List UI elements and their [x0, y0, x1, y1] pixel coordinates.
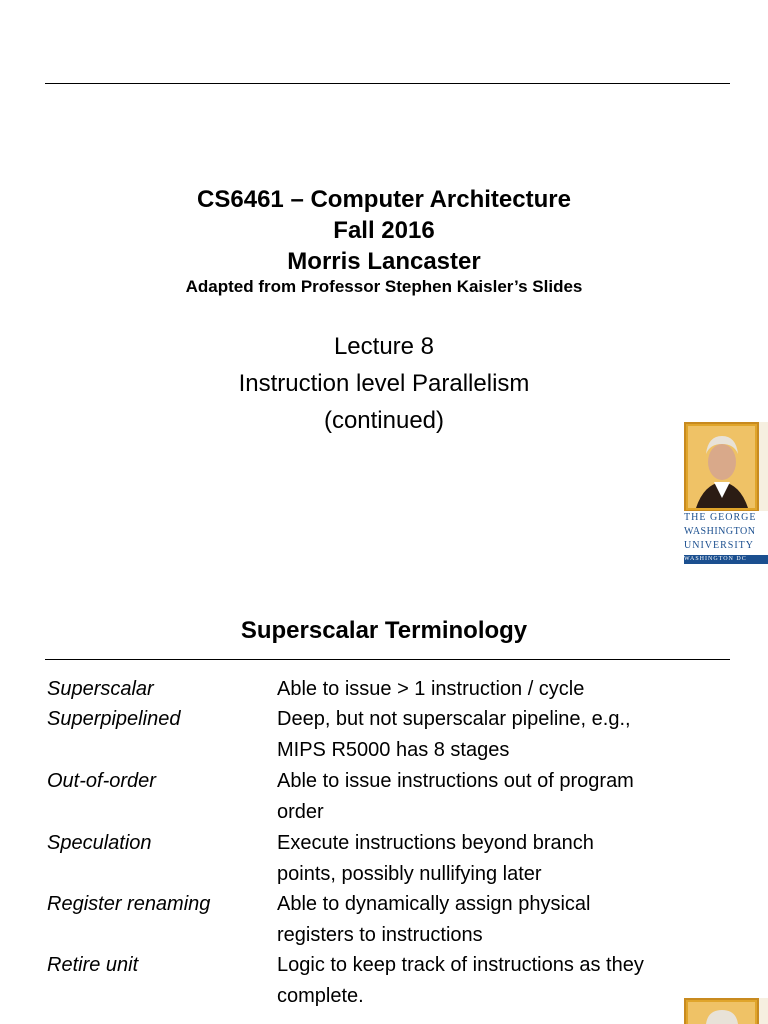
- logo-line-2: WASHINGTON: [684, 526, 756, 537]
- lecture-continued: (continued): [323, 407, 445, 434]
- slide-title: Superscalar Terminology: [240, 617, 528, 644]
- definition-out-of-order: Able to issue instructions out of program order: [277, 770, 634, 823]
- definition-register-renaming: Able to dynamically assign physical registers to instructions: [277, 893, 591, 946]
- title-divider: [45, 659, 730, 660]
- logo-line-4: WASHINGTON DC: [684, 555, 768, 564]
- top-divider: [45, 83, 730, 84]
- term-out-of-order: Out-of-order: [47, 770, 156, 792]
- definition-superscalar: Able to issue > 1 instruction / cycle: [277, 678, 585, 700]
- term-register-renaming: Register renaming: [47, 893, 211, 915]
- term-speculation: Speculation: [47, 832, 152, 854]
- university-logo-partial: [684, 998, 768, 1024]
- definition-retire-unit: Logic to keep track of instructions as they complete.: [277, 954, 644, 1007]
- term-superscalar: Superscalar: [47, 678, 154, 700]
- lecture-number: Lecture 8: [333, 333, 435, 360]
- logo-line-1: THE GEORGE: [684, 512, 757, 523]
- term-superpipelined: Superpipelined: [47, 708, 181, 730]
- lecture-topic: Instruction level Parallelism: [238, 370, 530, 397]
- definition-speculation: Execute instructions beyond branch points, possibly nullifying later: [277, 832, 594, 885]
- university-logo: [684, 422, 768, 564]
- course-title: CS6461 – Computer Architecture: [197, 186, 571, 213]
- adapted-from-note: Adapted from Professor Stephen Kaisler’s Slides: [185, 277, 583, 296]
- term-retire-unit: Retire unit: [47, 954, 139, 976]
- definition-superpipelined: Deep, but not superscalar pipeline, e.g., MIPS R5000 has 8 stages: [277, 708, 631, 761]
- portrait-icon: [684, 998, 768, 1024]
- logo-line-3: UNIVERSITY: [684, 540, 754, 551]
- semester: Fall 2016: [333, 217, 435, 244]
- instructor-name: Morris Lancaster: [287, 248, 481, 275]
